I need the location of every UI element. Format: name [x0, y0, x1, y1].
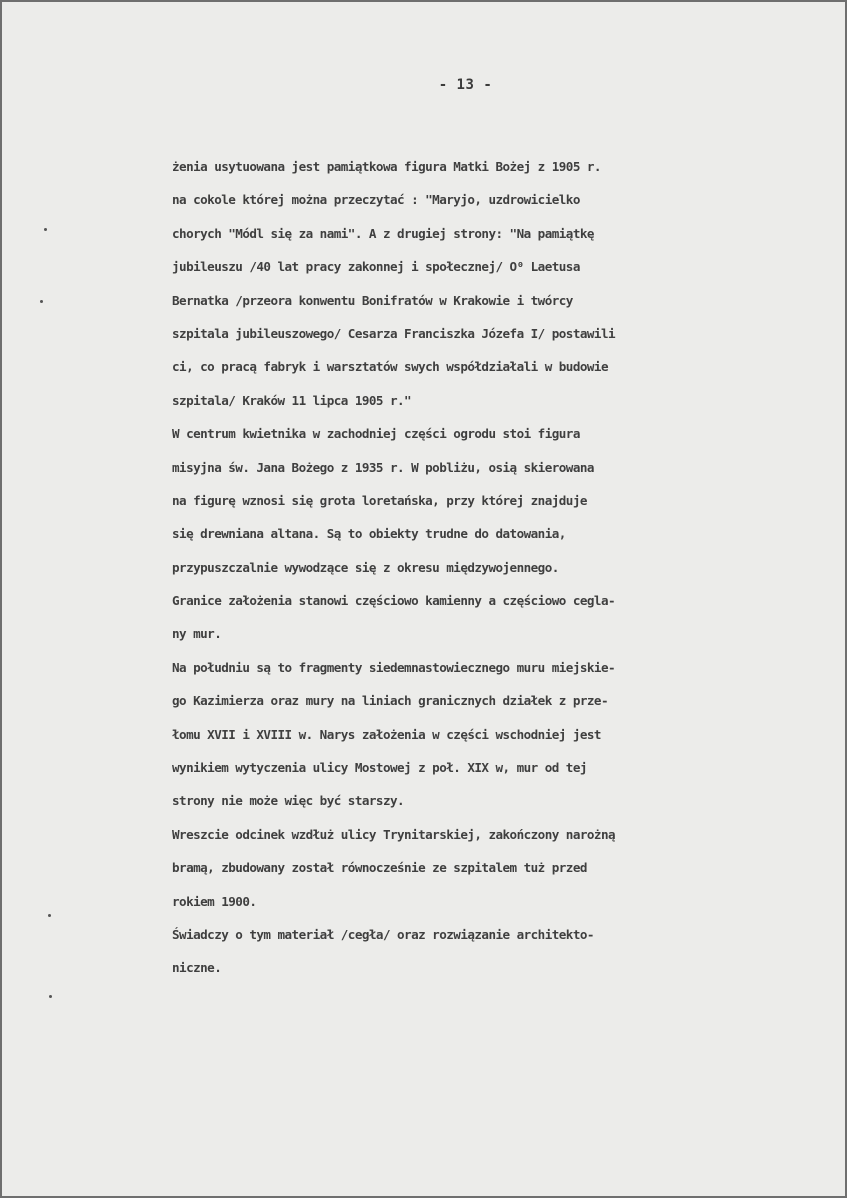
text-line: się drewniana altana. Są to obiekty trudne do datowania,: [172, 526, 566, 542]
text-line: na figurę wznosi się grota loretańska, przy której znajduje: [172, 492, 587, 508]
text-line: szpitala jubileuszowego/ Cesarza Franciszka Józefa I/ postawili: [172, 325, 616, 341]
text-line: szpitala/ Kraków 11 lipca 1905 r.": [172, 392, 412, 408]
text-line: Świadczy o tym materiał /cegła/ oraz rozwiązanie architekto-: [172, 926, 594, 942]
text-line: chorych "Módl się za nami". A z drugiej strony: "Na pamiątkę: [172, 225, 594, 241]
body-text: [172, 150, 845, 985]
text-line: ny mur.: [172, 626, 222, 642]
text-line: łomu XVII i XVIII w. Narys założenia w części wschodniej jest: [172, 726, 601, 742]
speck-mark: [40, 300, 43, 303]
speck-mark: [48, 914, 51, 917]
text-line: ci, co pracą fabryk i warsztatów swych współdziałali w budowie: [172, 359, 608, 375]
text-line: bramą, zbudowany został równocześnie ze szpitalem tuż przed: [172, 860, 587, 876]
text-line: Granice założenia stanowi częściowo kamienny a częściowo cegla-: [172, 593, 616, 609]
document-page: [2, 2, 845, 1196]
text-line: Bernatka /przeora konwentu Bonifratów w Krakowie i twórcy: [172, 292, 573, 308]
speck-mark: [49, 995, 52, 998]
text-line: misyjna św. Jana Bożego z 1935 r. W pobliżu, osią skierowana: [172, 459, 594, 475]
speck-mark: [44, 228, 47, 231]
text-line: rokiem 1900.: [172, 893, 257, 909]
text-line: strony nie może więc być starszy.: [172, 793, 405, 809]
text-line: Na południu są to fragmenty siedemnastowiecznego muru miejskie-: [172, 659, 616, 675]
text-line: go Kazimierza oraz mury na liniach granicznych działek z prze-: [172, 693, 608, 709]
text-line: niczne.: [172, 960, 222, 976]
text-line: jubileuszu /40 lat pracy zakonnej i społecznej/ O⁰ Laetusa: [172, 259, 580, 275]
text-line: wynikiem wytyczenia ulicy Mostowej z poł. XIX w, mur od tej: [172, 760, 587, 776]
page-number: - 13 -: [438, 77, 493, 93]
text-line: Wreszcie odcinek wzdłuż ulicy Trynitarskiej, zakończony narożną: [172, 826, 616, 842]
text-line: przypuszczalnie wywodzące się z okresu międzywojennego.: [172, 559, 559, 575]
text-line: W centrum kwietnika w zachodniej części ogrodu stoi figura: [172, 426, 580, 442]
text-line: na cokole której można przeczytać : "Maryjo, uzdrowicielko: [172, 192, 580, 208]
text-line: żenia usytuowana jest pamiątkowa figura Matki Bożej z 1905 r.: [172, 159, 601, 174]
